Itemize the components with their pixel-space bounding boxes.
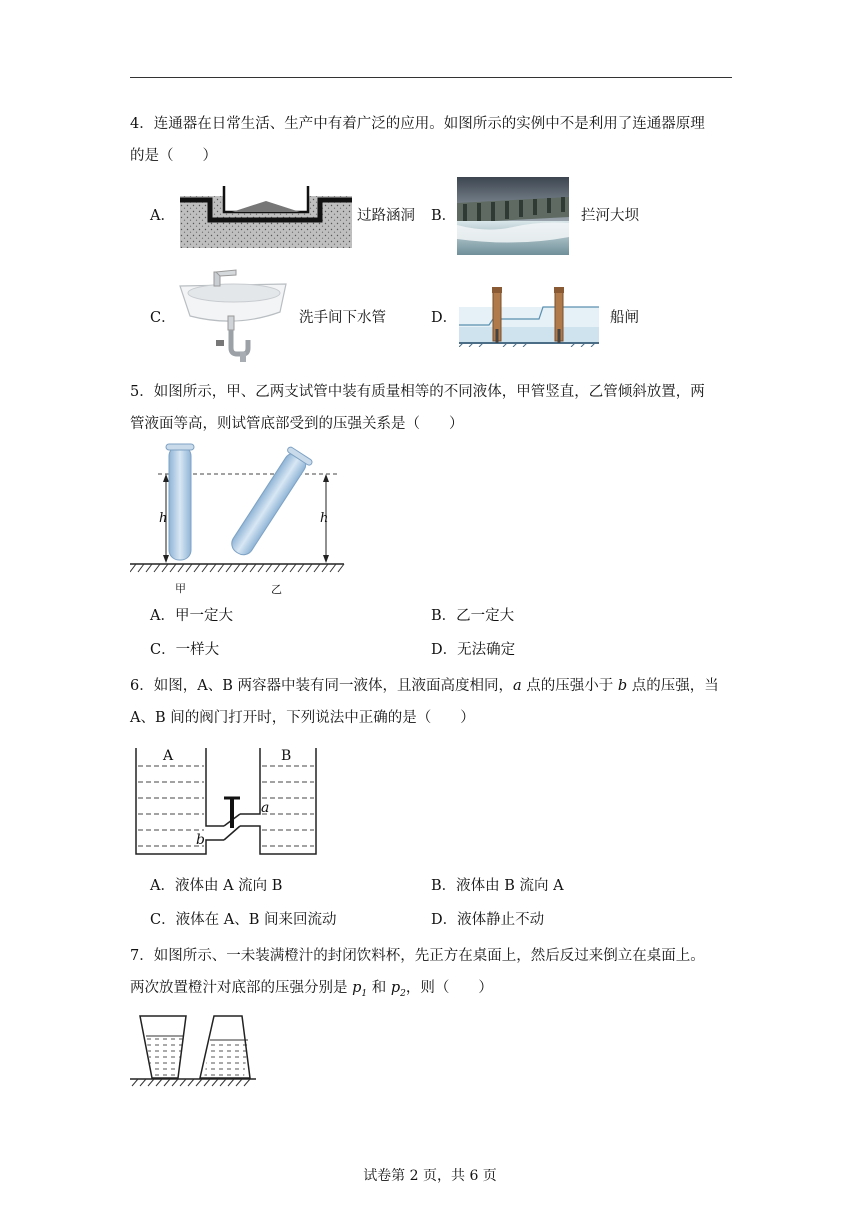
q6-stem-var-b: b	[617, 678, 628, 694]
q5-option-d-text: 无法确定	[457, 642, 516, 658]
q7-var-p1: p	[352, 980, 362, 996]
q4-option-b-letter[interactable]: B．	[431, 208, 457, 224]
q6-option-d[interactable]	[431, 910, 544, 930]
sink-figure	[176, 266, 290, 362]
header-rule	[130, 77, 732, 78]
q5-option-a-text: 甲一定大	[174, 608, 233, 624]
q6-option-c[interactable]	[150, 910, 336, 930]
q6-option-c-text: 液体在 A、B 间来回流动	[175, 912, 337, 928]
q4-stem-line2: 的是（ ）	[130, 148, 217, 164]
q4-option-a-letter[interactable]: A．	[150, 208, 175, 224]
q4-option-a-caption: 过路涵洞	[357, 208, 415, 224]
tube-height-label-left: h	[159, 511, 168, 526]
tube-height-label-right: h	[320, 511, 329, 526]
q5-option-a-letter: A．	[150, 608, 175, 624]
q6-option-b[interactable]	[431, 876, 564, 896]
q7-stem-line1: 7．如图所示、一未装满橙汁的封闭饮料杯，先正方在桌面上，然后反过来倒立在桌面上。	[130, 948, 705, 964]
q5-option-c-text: 一样大	[175, 642, 220, 658]
q6-stem-line1	[130, 676, 719, 696]
q6-option-a[interactable]	[150, 876, 282, 896]
q7-var-p2-sub: 2	[400, 988, 406, 999]
q6-option-b-letter: B．	[431, 878, 457, 894]
q7-stem-line2	[130, 978, 493, 1004]
q5-option-c-letter: C．	[150, 642, 176, 658]
culvert-figure	[180, 186, 352, 248]
q6-option-a-letter: A．	[150, 878, 175, 894]
point-b-label: b	[196, 832, 205, 848]
q6-option-d-letter: D．	[431, 912, 458, 928]
tube-label-jia: 甲	[175, 582, 186, 595]
test-tubes-figure	[130, 442, 350, 598]
q7-stem-pre: 两次放置橙汁对底部的压强分别是	[130, 980, 353, 996]
q7-stem-and: 和	[367, 980, 391, 996]
q4-stem-line1: 4．连通器在日常生活、生产中有着广泛的应用。如图所示的实例中不是利用了连通器原理	[130, 116, 705, 132]
cups-figure	[130, 1012, 256, 1088]
point-a-label: a	[261, 800, 270, 816]
q6-option-a-text: 液体由 A 流向 B	[174, 878, 283, 894]
q4-option-c-letter[interactable]: C．	[150, 310, 176, 326]
q6-stem-line2: A、B 间的阀门打开时，下列说法中正确的是（ ）	[130, 710, 475, 726]
q6-option-c-letter: C．	[150, 912, 176, 928]
q7-stem-post: ，则（ ）	[405, 980, 493, 996]
q6-stem-mid: 点的压强小于	[521, 678, 618, 694]
q7-var-p2: p	[390, 980, 401, 996]
q4-option-c-caption: 洗手间下水管	[299, 310, 386, 326]
q5-option-a[interactable]	[150, 606, 233, 626]
q5-option-d[interactable]	[431, 640, 515, 660]
dam-photo	[457, 177, 569, 255]
tube-label-yi: 乙	[271, 583, 282, 596]
q5-stem-line1: 5．如图所示，甲、乙两支试管中装有质量相等的不同液体，甲管竖直，乙管倾斜放置，两	[130, 384, 705, 400]
q5-option-b-text: 乙一定大	[456, 608, 515, 624]
containers-valve-figure	[130, 746, 330, 862]
q4-option-d-letter[interactable]: D．	[431, 310, 458, 326]
q6-stem-post: 点的压强，当	[627, 678, 719, 694]
q6-option-b-text: 液体由 B 流向 A	[456, 878, 564, 894]
q5-stem-line2: 管液面等高，则试管底部受到的压强关系是（ ）	[130, 416, 464, 432]
q5-option-d-letter: D．	[431, 642, 458, 658]
q6-stem-var-a: a	[512, 678, 522, 694]
q5-option-c[interactable]	[150, 640, 219, 660]
q5-option-b-letter: B．	[431, 608, 457, 624]
container-label-a: A	[163, 748, 174, 764]
q4-option-d-caption: 船闸	[610, 310, 639, 326]
q6-stem-pre: 6．如图，A、B 两容器中装有同一液体，且液面高度相同，	[130, 678, 513, 694]
container-label-b: B	[281, 748, 292, 764]
q7-var-p1-sub: 1	[361, 988, 368, 999]
page-footer: 试卷第 2 页，共 6 页	[363, 1168, 497, 1184]
ship-lock-figure	[459, 285, 599, 347]
q6-option-d-text: 液体静止不动	[457, 912, 545, 928]
q4-option-b-caption: 拦河大坝	[581, 208, 639, 224]
q5-option-b[interactable]	[431, 606, 514, 626]
